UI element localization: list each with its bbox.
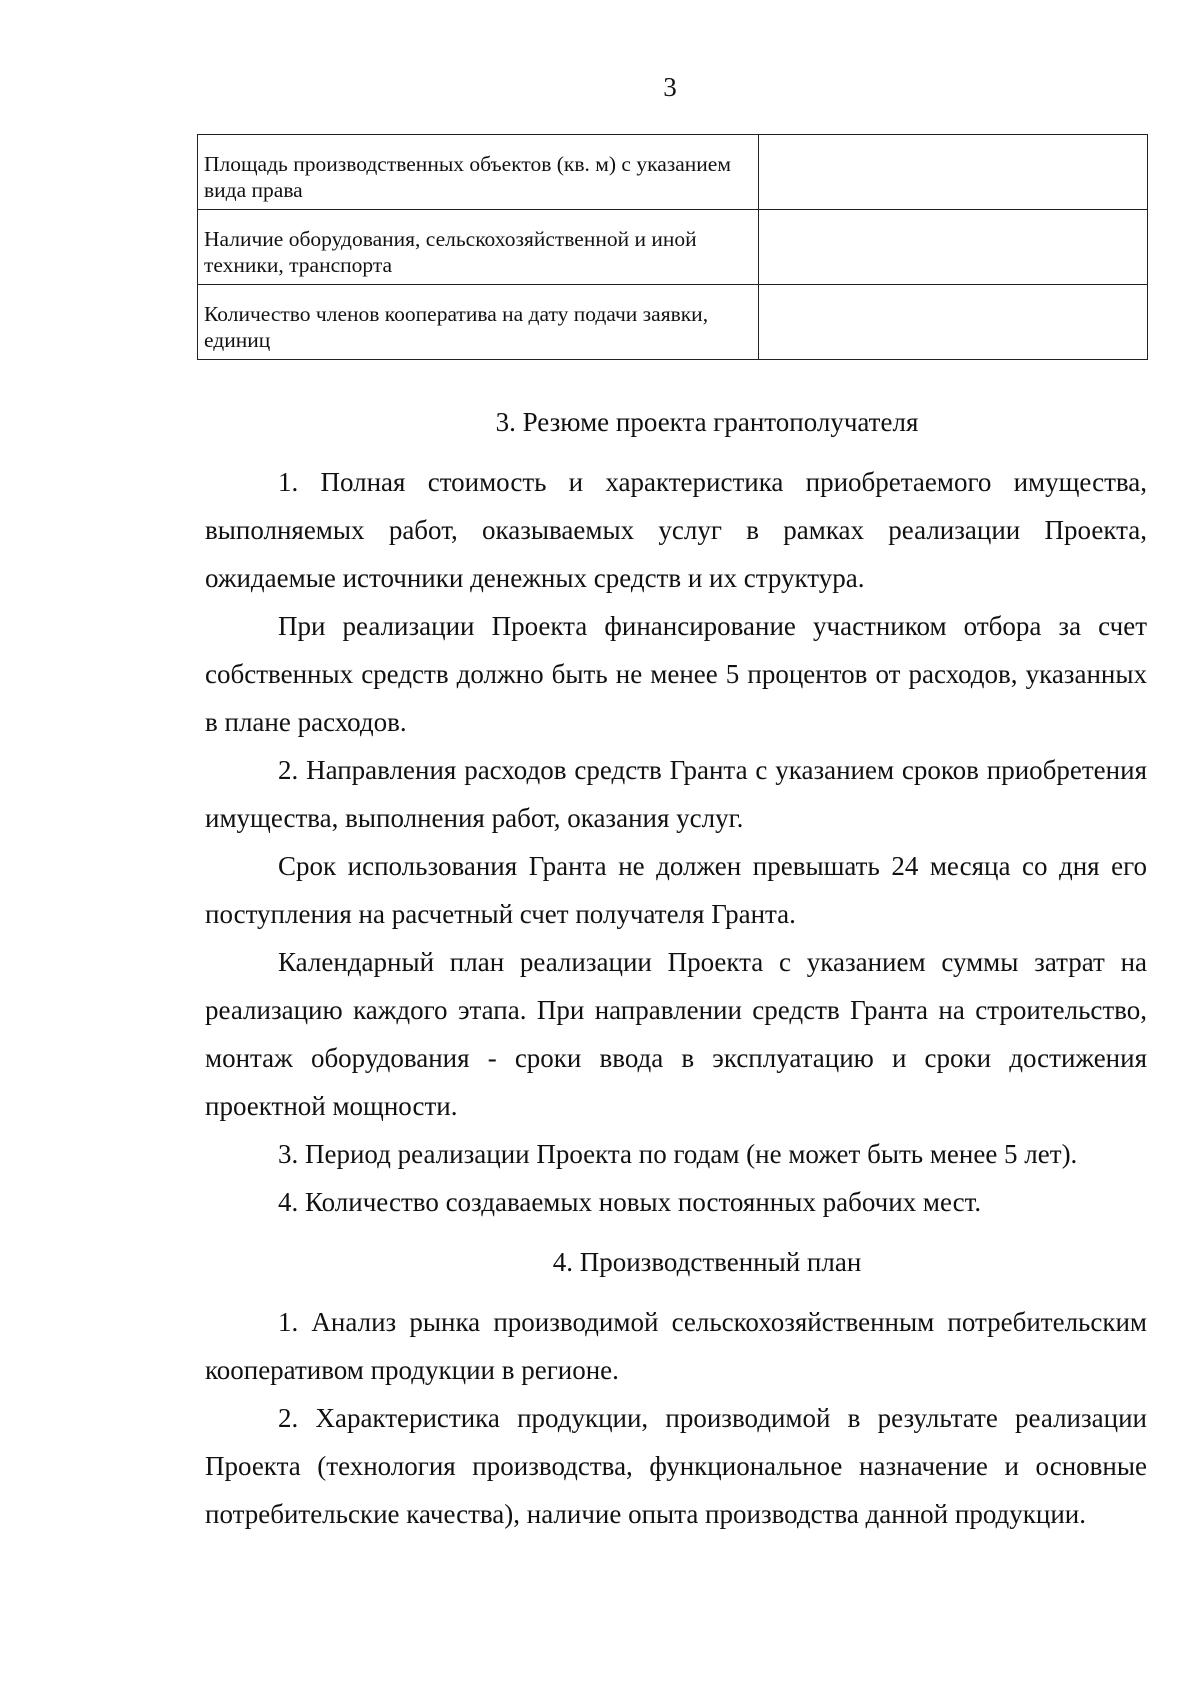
paragraph: Календарный план реализации Проекта с указанием суммы затрат на реализацию каждого этапа. При направлении средств Гранта на строительство, монтаж оборудования - сроки ввода в эксплуатацию и сроки достижения проектной мощности. [205, 947, 1147, 1121]
table-cell-value [759, 285, 1148, 360]
table-cell-label: Площадь производственных объектов (кв. м) с указанием вида права [198, 135, 759, 210]
table-cell-label: Наличие оборудования, сельскохозяйственной и иной техники, транспорта [198, 210, 759, 285]
table-row [198, 135, 1148, 210]
section-heading: 3. Резюме проекта грантополучателя [495, 407, 919, 437]
table-cell-label: Количество членов кооператива на дату подачи заявки, единиц [198, 285, 759, 360]
paragraph: 1. Анализ рынка производимой сельскохозяйственным потребительским кооперативом продукции в регионе. [205, 1307, 1147, 1385]
paragraph: 1. Полная стоимость и характеристика приобретаемого имущества, выполняемых работ, оказываемых услуг в рамках реализации Проекта, ожидаемые источники денежных средств и их структура. [205, 467, 1147, 593]
document-body [205, 398, 1147, 1538]
paragraph: Срок использования Гранта не должен превышать 24 месяца со дня его поступления на расчетный счет получателя Гранта. [205, 851, 1147, 929]
paragraph: При реализации Проекта финансирование участником отбора за счет собственных средств должно быть не менее 5 процентов от расходов, указанных в плане расходов. [205, 611, 1147, 737]
project-info-table [197, 134, 1148, 360]
table-row [198, 210, 1148, 285]
paragraph: 2. Характеристика продукции, производимой в результате реализации Проекта (технология производства, функциональное назначение и основные потребительские качества), наличие опыта производства данной продукции. [205, 1403, 1147, 1529]
table-row [198, 285, 1148, 360]
page-number: 3 [663, 72, 677, 102]
table-cell-value [759, 135, 1148, 210]
section-heading: 4. Производственный план [552, 1247, 862, 1277]
table-cell-value [759, 210, 1148, 285]
paragraph: 2. Направления расходов средств Гранта с указанием сроков приобретения имущества, выполнения работ, оказания услуг. [205, 755, 1147, 833]
paragraph: 3. Период реализации Проекта по годам (не может быть менее 5 лет). [278, 1139, 1078, 1169]
paragraph: 4. Количество создаваемых новых постоянных рабочих мест. [278, 1187, 982, 1217]
